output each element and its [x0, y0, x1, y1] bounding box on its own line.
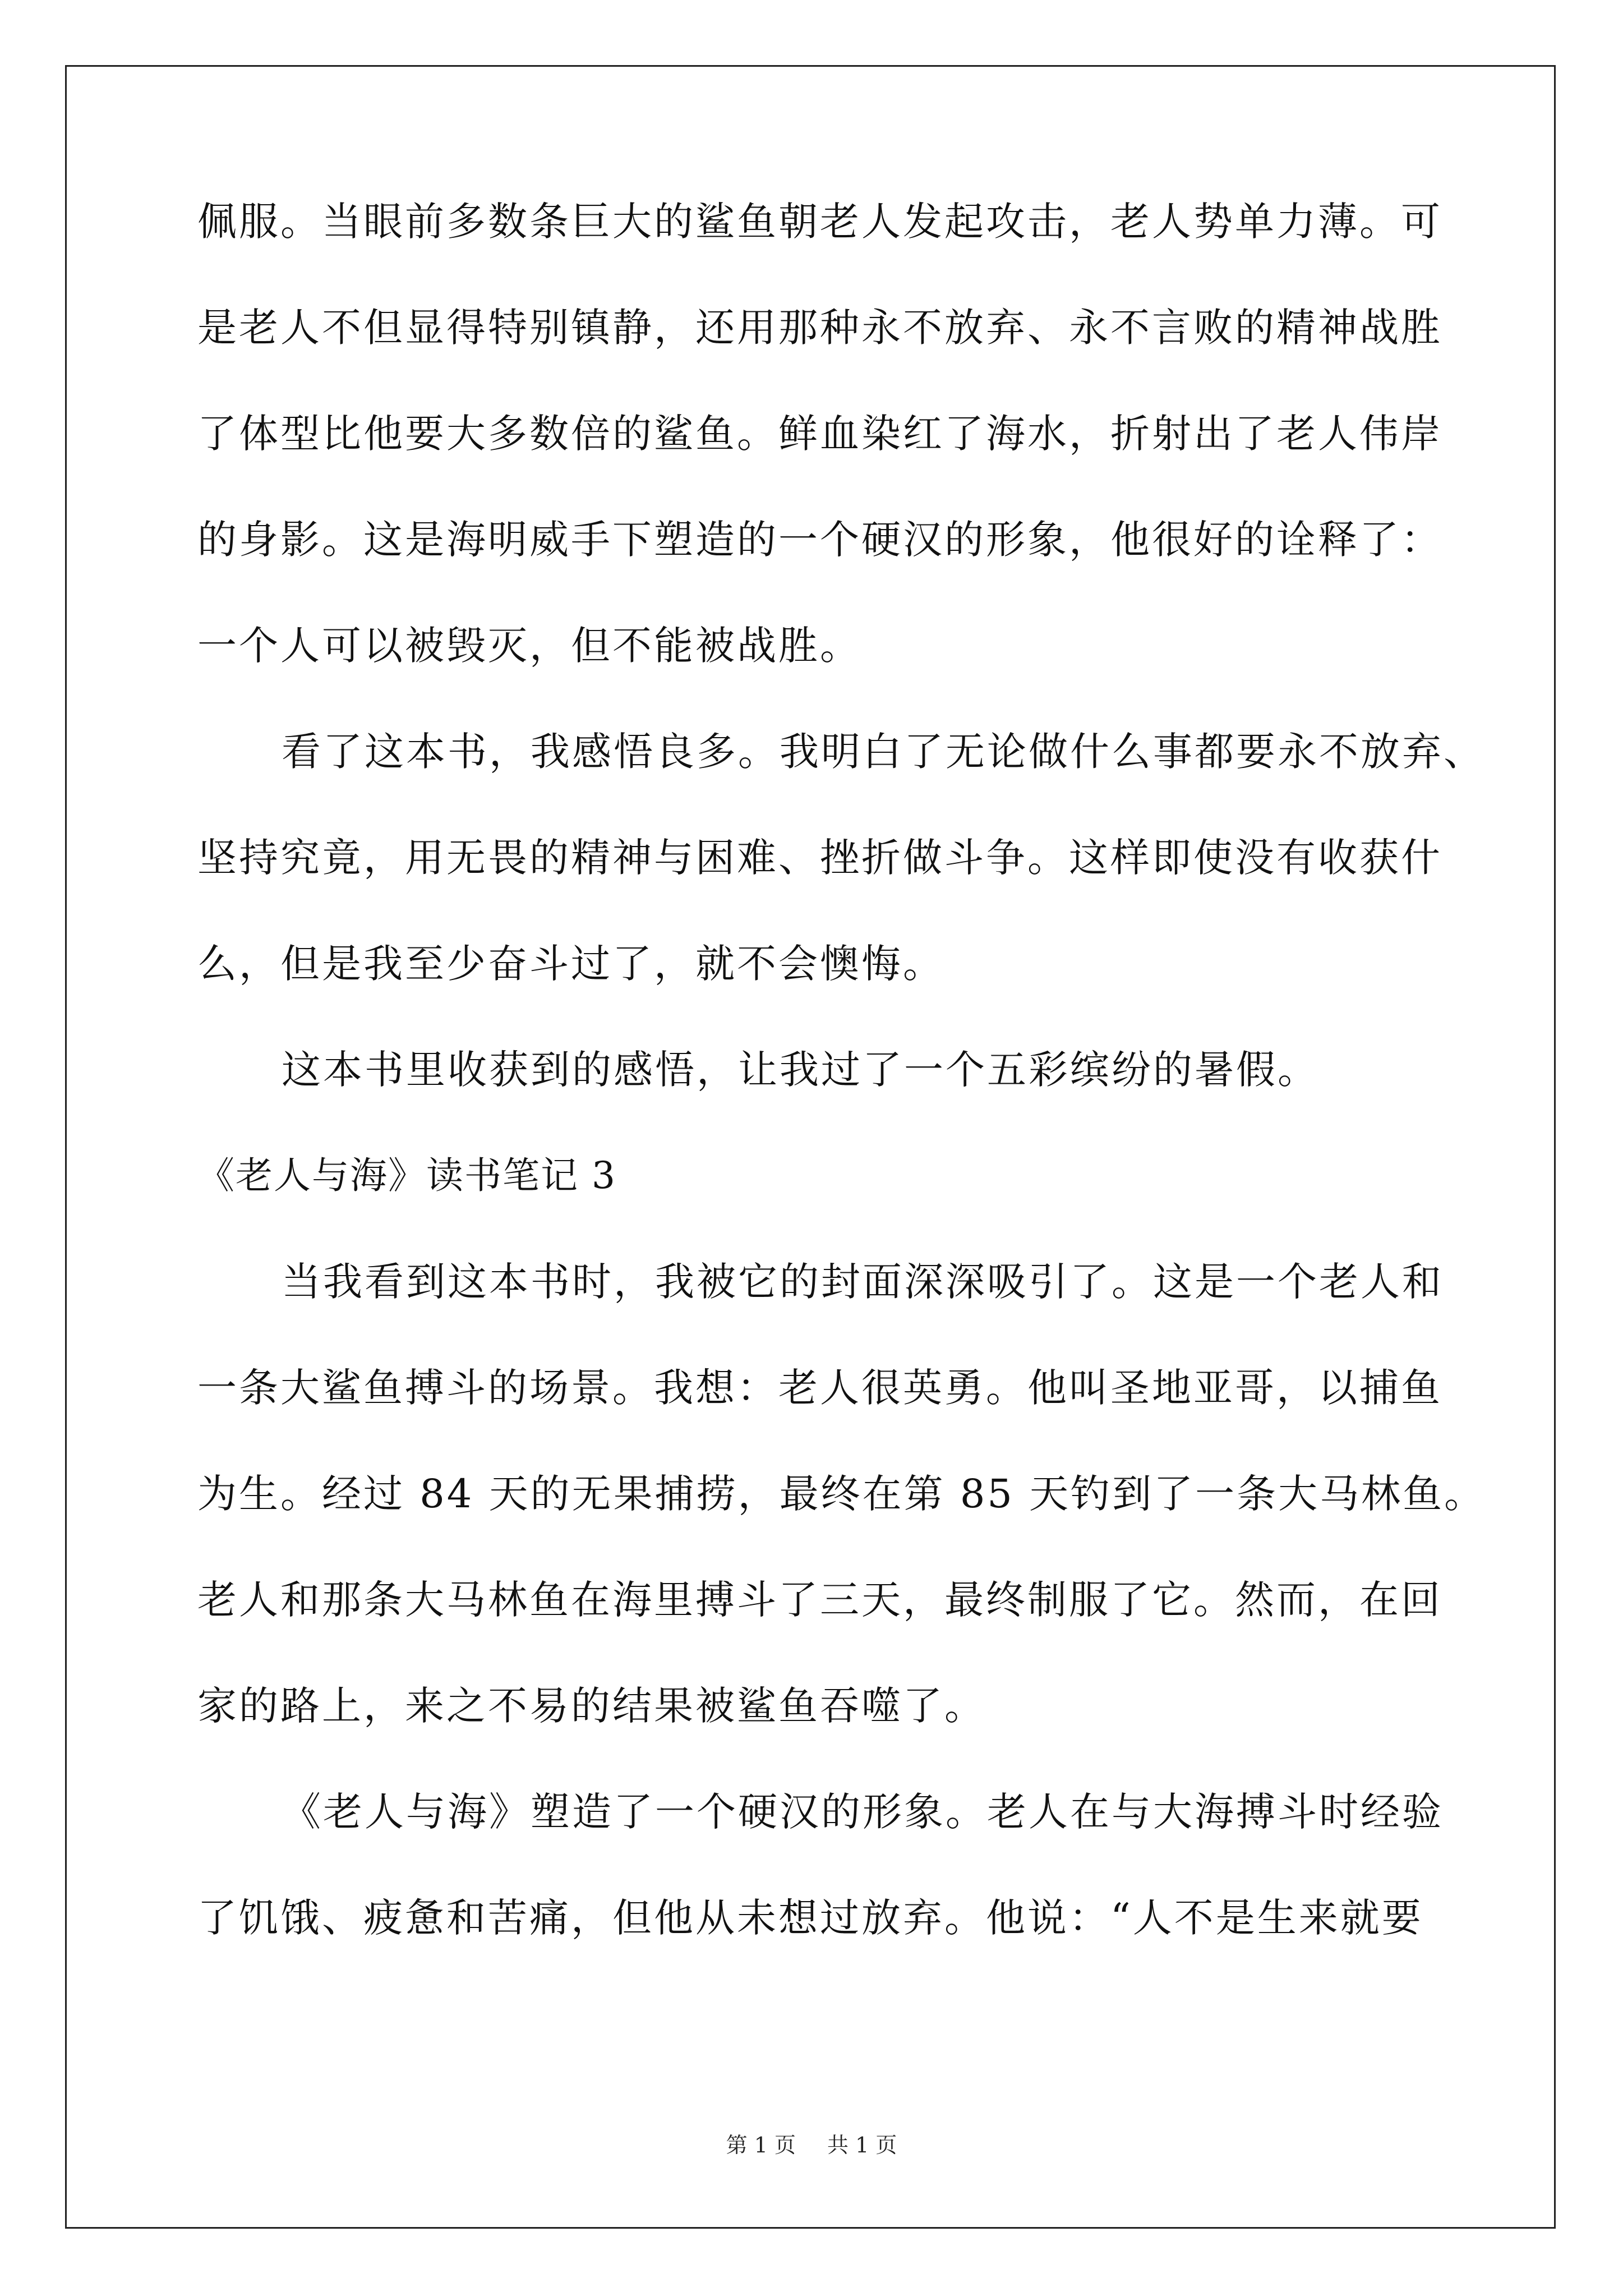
text-line: 坚持究竟，用无畏的精神与困难、挫折做斗争。这样即使没有收获什 [197, 835, 1442, 881]
text-line: 一条大鲨鱼搏斗的场景。我想：老人很英勇。他叫圣地亚哥，以捕鱼 [197, 1365, 1442, 1411]
text-line: 老人和那条大马林鱼在海里搏斗了三天，最终制服了它。然而，在回 [197, 1577, 1442, 1623]
text-line: 了饥饿、疲惫和苦痛，但他从未想过放弃。他说：“人不是生来就要 [197, 1895, 1423, 1941]
text-line: 佩服。当眼前多数条巨大的鲨鱼朝老人发起攻击，老人势单力薄。可 [197, 199, 1442, 245]
page-footer [0, 2133, 1623, 2157]
section-heading: 《老人与海》读书笔记 3 [197, 1154, 616, 1197]
text-line: 是老人不但显得特别镇静，还用那种永不放弃、永不言败的精神战胜 [197, 305, 1442, 351]
paragraph-start: 当我看到这本书时，我被它的封面深深吸引了。这是一个老人和 [282, 1259, 1444, 1305]
paragraph-start: 《老人与海》塑造了一个硬汉的形象。老人在与大海搏斗时经验 [282, 1789, 1444, 1835]
paragraph-start: 这本书里收获到的感悟，让我过了一个五彩缤纷的暑假。 [282, 1047, 1319, 1093]
text-line: 么，但是我至少奋斗过了，就不会懊悔。 [197, 941, 944, 987]
paragraph-start: 看了这本书，我感悟良多。我明白了无论做什么事都要永不放弃、 [282, 729, 1485, 775]
document-body [197, 199, 1487, 2004]
text-line: 为生。经过 84 天的无果捕捞，最终在第 85 天钓到了一条大马林鱼。 [197, 1471, 1486, 1517]
page-total: 共 1 页 [827, 2133, 897, 2157]
text-line: 家的路上，来之不易的结果被鲨鱼吞噬了。 [197, 1683, 986, 1729]
text-line: 的身影。这是海明威手下塑造的一个硬汉的形象，他很好的诠释了： [197, 517, 1442, 563]
text-line: 了体型比他要大多数倍的鲨鱼。鲜血染红了海水，折射出了老人伟岸 [197, 411, 1442, 457]
page-number: 第 1 页 [726, 2133, 796, 2157]
text-line: 一个人可以被毁灭，但不能被战胜。 [197, 623, 861, 669]
